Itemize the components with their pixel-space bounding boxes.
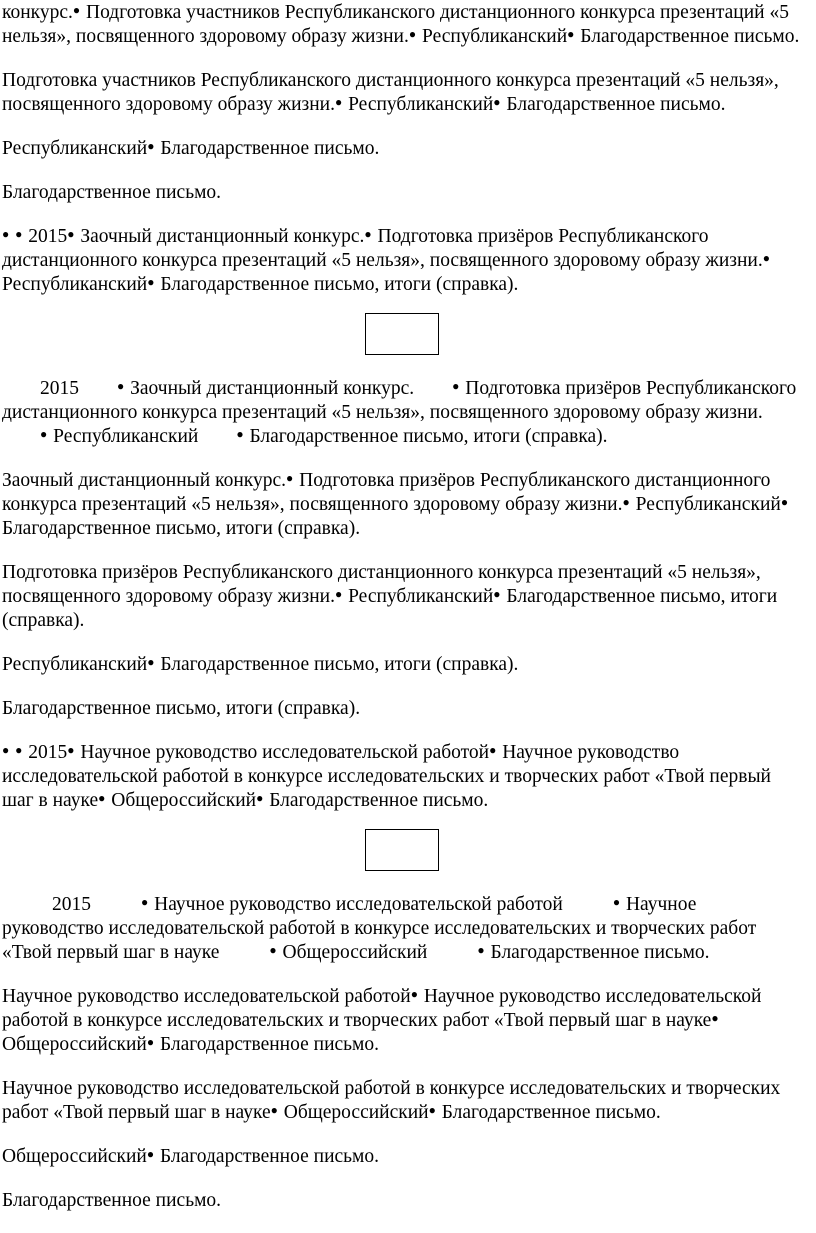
paragraph [2, 1077, 802, 1125]
paragraph [2, 137, 802, 161]
bullet-icon: ● [147, 655, 155, 669]
paragraph [2, 69, 802, 117]
bullet-icon: ● [622, 495, 630, 509]
text-segment: Республиканский [343, 586, 494, 607]
text-segment: Благодарственное письмо. [436, 1102, 661, 1123]
bullet-icon: ● [2, 743, 10, 757]
text-segment: Научное руководство исследовательской работой в конкурсе исследовательских и творческих работ «Твой первый шаг в науке [2, 894, 757, 963]
bullet-icon: ● [334, 587, 343, 601]
bullet-icon: ● [117, 379, 125, 393]
bullet-icon: ● [452, 379, 460, 393]
bullet-icon: ● [493, 587, 501, 601]
bullet-icon: ● [410, 987, 418, 1001]
bullet-icon: ● [67, 227, 75, 241]
bullet-icon: ● [269, 943, 277, 957]
image-placeholder-wrap [2, 829, 802, 893]
paragraph [2, 181, 802, 205]
text-segment: 2015 [23, 742, 68, 763]
text-segment: Благодарственное письмо, итоги (справка). [155, 654, 519, 675]
paragraph [2, 1145, 802, 1169]
bullet-icon: ● [67, 743, 75, 757]
bullet-icon: ● [477, 943, 485, 957]
text-segment: Подготовка участников Республиканского дистанционного конкурса презентаций «5 нельзя», посвященного здоровому образу жизни. [2, 70, 779, 115]
text-segment: Научное руководство исследовательской работой [149, 894, 563, 915]
text-segment: Научное руководство исследовательской работой [2, 986, 411, 1007]
text-segment: Общероссийский [277, 942, 428, 963]
text-segment: Благодарственное письмо. [2, 182, 222, 203]
text-segment: Научное руководство исследовательской работой [75, 742, 490, 763]
bullet-icon: ● [15, 227, 23, 241]
text-segment: Общероссийский [278, 1102, 429, 1123]
bullet-icon: ● [146, 1035, 155, 1049]
bullet-icon: ● [780, 495, 789, 509]
paragraph [2, 469, 802, 541]
text-segment: Подготовка призёров Республиканского дистанционного конкурса презентаций «5 нельзя», посвященного здоровому образу жизни. [2, 562, 761, 607]
bullet-icon: ● [567, 27, 575, 41]
text-segment: Научное руководство исследовательской работой в конкурсе исследовательских и творческих работ «Твой первый шаг в науке [2, 986, 762, 1031]
bullet-icon: ● [141, 895, 149, 909]
paragraph [2, 1189, 802, 1213]
bullet-icon: ● [428, 1103, 436, 1117]
text-segment: Общероссийский [2, 1034, 147, 1055]
text-segment: Научное руководство исследовательской работой в конкурсе исследовательских и творческих работ «Твой первый шаг в науке [2, 742, 771, 811]
bullet-icon: ● [98, 791, 106, 805]
bullet-icon: ● [236, 427, 244, 441]
text-segment: Благодарственное письмо. [155, 1034, 380, 1055]
paragraph [2, 561, 802, 633]
text-segment: Благодарственное письмо. [155, 138, 380, 159]
text-segment: Благодарственное письмо, итоги (справка). [244, 426, 608, 447]
text-segment: Общероссийский [2, 1146, 147, 1167]
text-segment: Республиканский [2, 274, 148, 295]
text-segment: Подготовка призёров Республиканского дистанционного конкурса презентаций «5 нельзя», посвященного здоровому образу жизни. [2, 378, 797, 423]
text-segment: Подготовка призёров Республиканского дистанционного конкурса презентаций «5 нельзя», посвященного здоровому образу жизни. [2, 470, 771, 515]
paragraph [2, 893, 802, 965]
bullet-icon: ● [256, 791, 264, 805]
text-segment: Благодарственное письмо, итоги (справка). [2, 518, 361, 539]
image-placeholder [365, 829, 439, 871]
text-segment: Республиканский [630, 494, 781, 515]
bullet-icon: ● [334, 95, 343, 109]
bullet-icon: ● [711, 1011, 719, 1025]
text-segment: Подготовка участников Республиканского дистанционного конкурса презентаций «5 нельзя», посвященного здоровому образу жизни. [2, 2, 789, 47]
text-segment: 2015 [23, 226, 68, 247]
bullet-icon: ● [762, 251, 770, 265]
text-segment: Благодарственное письмо. [575, 26, 800, 47]
bullet-icon: ● [493, 95, 501, 109]
text-segment: Благодарственное письмо. [2, 1190, 222, 1211]
text-segment: Заочный дистанционный конкурс. [2, 470, 286, 491]
bullet-icon: ● [15, 743, 23, 757]
paragraph [2, 985, 802, 1057]
text-segment: Республиканский [2, 654, 148, 675]
text-segment: Республиканский [2, 138, 148, 159]
text-segment: Общероссийский [106, 790, 257, 811]
text-segment: 2015 [40, 378, 79, 399]
bullet-icon: ● [408, 27, 417, 41]
text-segment: Благодарственное письмо, итоги (справка). [155, 274, 519, 295]
bullet-icon: ● [147, 275, 155, 289]
paragraph [2, 225, 802, 297]
text-segment: Благодарственное письмо, итоги (справка). [2, 586, 778, 631]
bullet-icon: ● [364, 227, 372, 241]
paragraph [2, 697, 802, 721]
text-segment: Благодарственное письмо. [264, 790, 489, 811]
image-placeholder [365, 313, 439, 355]
text-segment: конкурс. [2, 2, 73, 23]
text-segment: Научное руководство исследовательской работой в конкурсе исследовательских и творческих работ «Твой первый шаг в науке [2, 1078, 781, 1123]
bullet-icon: ● [489, 743, 497, 757]
bullet-icon: ● [270, 1103, 278, 1117]
text-segment: Заочный дистанционный конкурс. [125, 378, 415, 399]
text-segment: 2015 [52, 894, 91, 915]
text-segment: Республиканский [343, 94, 494, 115]
paragraph [2, 377, 802, 449]
text-segment: Благодарственное письмо. [485, 942, 710, 963]
bullet-icon: ● [147, 139, 155, 153]
text-segment: Подготовка призёров Республиканского дистанционного конкурса презентаций «5 нельзя», посвященного здоровому образу жизни. [2, 226, 763, 271]
paragraph [2, 741, 802, 813]
paragraph [2, 1, 802, 49]
bullet-icon: ● [72, 3, 81, 17]
text-segment: Благодарственное письмо. [155, 1146, 380, 1167]
paragraph [2, 653, 802, 677]
bullet-icon: ● [2, 227, 10, 241]
bullet-icon: ● [146, 1147, 155, 1161]
text-segment: Благодарственное письмо, итоги (справка). [2, 698, 361, 719]
bullet-icon: ● [40, 427, 48, 441]
bullet-icon: ● [612, 895, 621, 909]
bullet-icon: ● [286, 471, 294, 485]
text-segment: Республиканский [48, 426, 199, 447]
text-segment: Заочный дистанционный конкурс. [75, 226, 365, 247]
text-segment: Благодарственное письмо. [501, 94, 726, 115]
image-placeholder-wrap [2, 313, 802, 377]
text-segment: Республиканский [417, 26, 568, 47]
